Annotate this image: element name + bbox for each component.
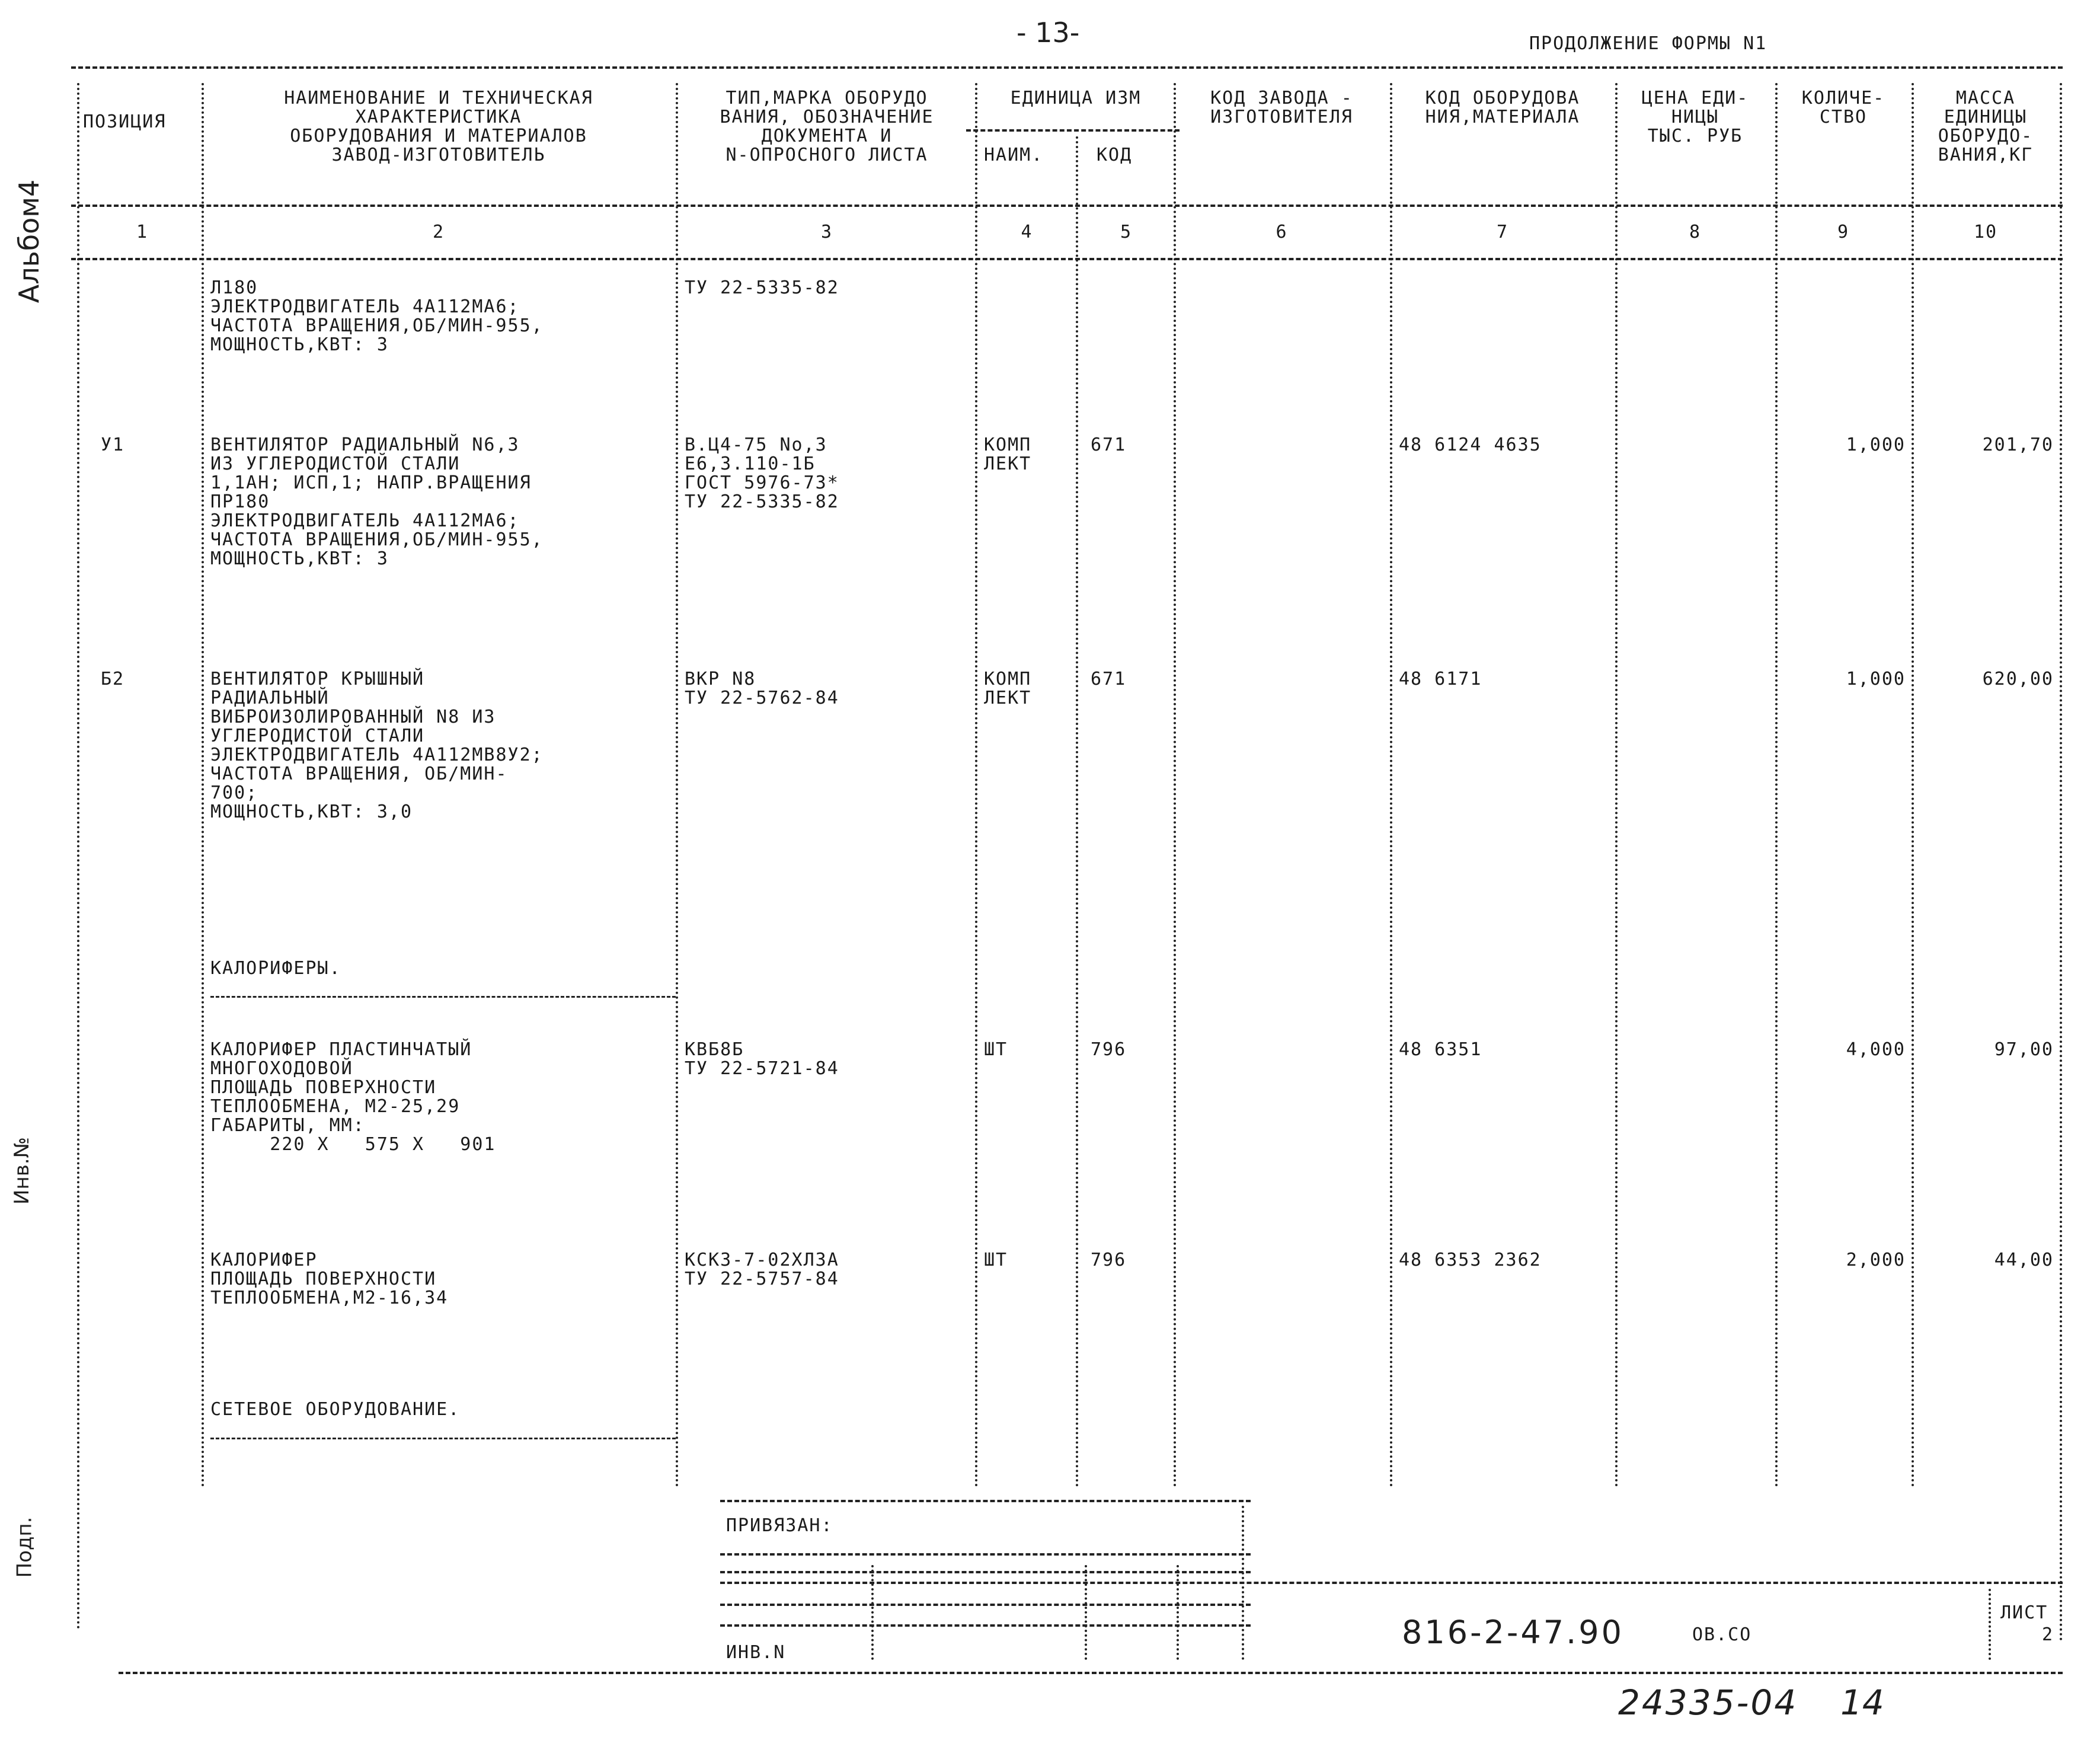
col-sep-8 [1775,83,1778,1488]
header-col1: ПОЗИЦИЯ [83,111,167,132]
col-sep-3 [975,83,977,1488]
stamp-rule-top [720,1500,1251,1502]
col-sep-2 [676,83,678,1488]
page-number: - 13- [1017,17,1080,49]
row-unit-code: 796 [1091,1250,1127,1270]
stamp-rule-2 [720,1553,1251,1556]
stamp-inv-label: ИНВ.N [726,1642,786,1663]
section-underline [210,996,676,998]
row-type: КВБ8Б ТУ 22-5721-84 [685,1039,839,1079]
stamp-sheet-number: 2 [2041,1624,2054,1645]
table-row: Л180 ЭЛЕКТРОДВИГАТЕЛЬ 4А112МА6; ЧАСТОТА ВРАЩЕНИЯ,ОБ/МИН-955, МОЩНОСТЬ,КВТ: 3 [210,277,544,355]
row-quantity: 1,000 [1846,669,1906,689]
colnum-1: 1 [136,222,149,242]
stamp-sheet-label: ЛИСТ [2000,1602,2048,1623]
continuation-title: ПРОДОЛЖЕНИЕ ФОРМЫ N1 [1529,33,1767,54]
col-sep-6 [1390,83,1392,1488]
colnum-2: 2 [432,222,445,242]
row-name: КАЛОРИФЕР ПЛОЩАДЬ ПОВЕРХНОСТИ ТЕПЛООБМЕНА,М2-16,34 [210,1250,449,1308]
row-type: ТУ 22-5335-82 [685,277,839,298]
row-type: ВКР N8 ТУ 22-5762-84 [685,669,839,708]
col-sep-7 [1615,83,1618,1488]
colnum-8: 8 [1689,222,1702,242]
section-heading: СЕТЕВОЕ ОБОРУДОВАНИЕ. [210,1399,461,1420]
row-equipment-code: 48 6171 [1399,669,1482,689]
section-heading: КАЛОРИФЕРЫ. [210,958,341,979]
stamp-section: ОВ.СО [1692,1624,1752,1645]
row-equipment-code: 48 6124 4635 [1399,435,1542,455]
margin-album-label: Альбом4 [13,179,46,304]
col-sep-left [77,83,79,1630]
row-equipment-code: 48 6353 2362 [1399,1250,1542,1270]
stamp-rule-main [720,1582,2063,1584]
colnum-3: 3 [820,222,833,242]
row-unit-code: 796 [1091,1039,1127,1060]
rule-bottom [119,1672,2063,1674]
row-name: КАЛОРИФЕР ПЛАСТИНЧАТЫЙ МНОГОХОДОВОЙ ПЛОЩАДЬ ПОВЕРХНОСТИ ТЕПЛООБМЕНА, М2-25,29 ГАБАРИТЫ, ММ: 220 Х 575 Х 901 [210,1039,496,1155]
row-unit-code: 671 [1091,669,1127,689]
colnum-4: 4 [1021,222,1033,242]
row-equipment-code: 48 6351 [1399,1039,1482,1060]
row-mass: 97,00 [1994,1039,2054,1060]
row-mass: 620,00 [1982,669,2054,689]
margin-inv-label: Инв.№ [9,1137,34,1205]
row-name: ВЕНТИЛЯТОР КРЫШНЫЙ РАДИАЛЬНЫЙ ВИБРОИЗОЛИРОВАННЫЙ N8 ИЗ УГЛЕРОДИСТОЙ СТАЛИ ЭЛЕКТРОДВИГАТЕЛЬ 4А112МВ8У2; ЧАСТОТА ВРАЩЕНИЯ, ОБ/МИН- 700; МОЩНОСТЬ,КВТ: 3,0 [210,669,544,822]
header-col5: КОД [1097,145,1133,165]
col-sep-1 [202,83,204,1488]
footer-page: 14 [1840,1682,1884,1723]
header-col10: МАССА ЕДИНИЦЫ ОБОРУДО- ВАНИЯ,КГ [1938,88,2034,165]
header-col3: ТИП,МАРКА ОБОРУДО ВАНИЯ, ОБОЗНАЧЕНИЕ ДОКУМЕНТА И N-ОПРОСНОГО ЛИСТА [720,88,934,165]
colnum-9: 9 [1837,222,1850,242]
header-col4: НАИМ. [984,145,1044,165]
colnum-5: 5 [1120,222,1133,242]
rule-top [71,66,2063,69]
row-quantity: 4,000 [1846,1039,1906,1060]
rule-header-bottom [71,205,2063,207]
rule-numbers-bottom [71,258,2063,260]
row-quantity: 1,000 [1846,435,1906,455]
col-sep-5 [1174,83,1176,1488]
row-unit-code: 671 [1091,435,1127,455]
header-col9: КОЛИЧЕ- СТВО [1801,88,1885,127]
row-quantity: 2,000 [1846,1250,1906,1270]
row-name: ВЕНТИЛЯТОР РАДИАЛЬНЫЙ N6,3 ИЗ УГЛЕРОДИСТОЙ СТАЛИ 1,1АН; ИСП,1; НАПР.ВРАЩЕНИЯ ПР180 ЭЛЕКТРОДВИГАТЕЛЬ 4А112МА6; ЧАСТОТА ВРАЩЕНИЯ,ОБ/МИН-955, МОЩНОСТЬ,КВТ: 3 [210,435,544,569]
header-col8: ЦЕНА ЕДИ- НИЦЫ ТЫС. РУБ [1641,88,1749,146]
stamp-bound-label: ПРИВЯЗАН: [726,1515,833,1536]
colnum-10: 10 [1973,222,1998,242]
margin-sign-label: Подп. [12,1516,37,1578]
footer-code: 24335-04 [1618,1682,1798,1723]
row-type: В.Ц4-75 No,3 Е6,3.110-1Б ГОСТ 5976-73* ТУ 22-5335-82 [685,435,839,512]
stamp-vsep-3 [1177,1565,1179,1660]
stamp-vsep-2 [1085,1565,1087,1660]
col-sep-4 [1076,136,1078,1488]
row-mass: 44,00 [1994,1250,2054,1270]
stamp-rule-4 [720,1604,1251,1606]
section-underline [210,1438,676,1439]
row-position: У1 [101,435,125,455]
stamp-sheet-sep [1989,1589,1991,1660]
colnum-6: 6 [1276,222,1288,242]
col-sep-right [2060,83,2062,1642]
stamp-rule-3 [720,1571,1251,1573]
header-col6: КОД ЗАВОДА - ИЗГОТОВИТЕЛЯ [1210,88,1353,127]
rule-unit-split [966,129,1180,132]
header-unit-group: ЕДИНИЦА ИЗМ [1010,88,1142,108]
col-sep-9 [1912,83,1914,1488]
header-col7: КОД ОБОРУДОВА НИЯ,МАТЕРИАЛА [1425,88,1580,127]
row-mass: 201,70 [1982,435,2054,455]
row-unit: КОМП ЛЕКТ [984,669,1032,708]
row-position: Б2 [101,669,125,689]
row-unit: КОМП ЛЕКТ [984,435,1032,474]
stamp-vsep-1 [871,1565,874,1660]
row-unit: ШТ [984,1250,1008,1270]
stamp-vsep-4 [1242,1506,1244,1660]
stamp-rule-5 [720,1624,1251,1627]
header-col2: НАИМЕНОВАНИЕ И ТЕХНИЧЕСКАЯ ХАРАКТЕРИСТИКА ОБОРУДОВАНИЯ И МАТЕРИАЛОВ ЗАВОД-ИЗГОТОВИТЕЛЬ [284,88,593,165]
stamp-designation: 816-2-47.90 [1402,1614,1624,1651]
row-unit: ШТ [984,1039,1008,1060]
row-type: КСК3-7-02ХЛ3А ТУ 22-5757-84 [685,1250,839,1289]
colnum-7: 7 [1496,222,1509,242]
